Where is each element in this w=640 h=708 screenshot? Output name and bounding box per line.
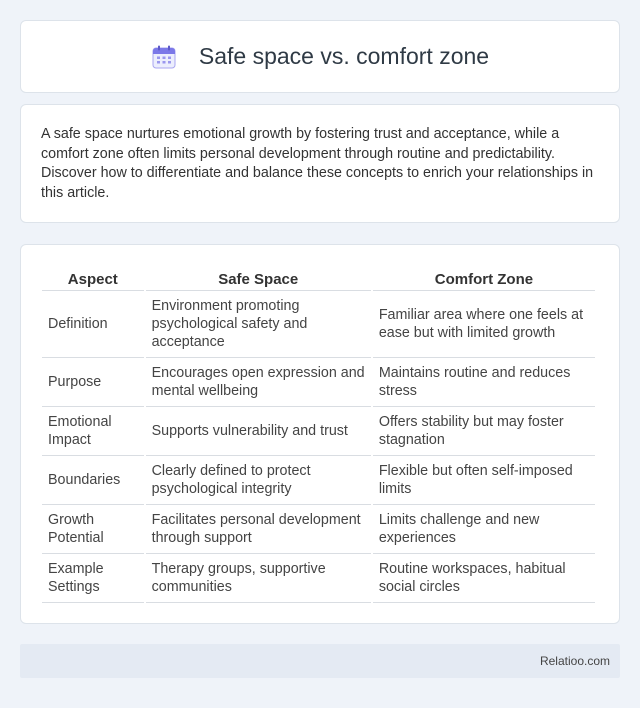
title-card [20, 20, 620, 93]
row-safe-space: Supports vulnerability and trust [146, 407, 371, 456]
footer [20, 644, 620, 678]
intro-text: A safe space nurtures emotional growth by fostering trust and acceptance, while a comfort zone often limits personal development through routine and predictability. Discover how to differentiate and balance these concepts to enrich your relationships in this article. [41, 126, 594, 201]
table-row [42, 505, 595, 554]
row-aspect: Emotional Impact [42, 407, 144, 456]
row-safe-space: Facilitates personal development through support [146, 505, 371, 554]
row-comfort-zone: Flexible but often self-imposed limits [373, 456, 595, 505]
row-safe-space: Therapy groups, supportive communities [146, 554, 371, 603]
page-title: Safe space vs. comfort zone [198, 43, 490, 69]
footer-brand: Relatioo.com [539, 654, 610, 668]
row-aspect: Boundaries [42, 456, 144, 505]
row-safe-space: Encourages open expression and mental wellbeing [146, 358, 371, 407]
table-row [42, 554, 595, 603]
row-aspect: Purpose [42, 358, 144, 407]
row-comfort-zone: Maintains routine and reduces stress [373, 358, 595, 407]
row-aspect: Definition [42, 291, 144, 358]
calendar-icon [151, 44, 177, 70]
table-row [42, 291, 595, 358]
column-header-comfort-zone: Comfort Zone [373, 265, 595, 291]
intro-card [20, 104, 620, 223]
row-comfort-zone: Routine workspaces, habitual social circles [373, 554, 595, 603]
row-comfort-zone: Limits challenge and new experiences [373, 505, 595, 554]
row-comfort-zone: Offers stability but may foster stagnation [373, 407, 595, 456]
table-row [42, 358, 595, 407]
row-aspect: Growth Potential [42, 505, 144, 554]
column-header-safe-space: Safe Space [146, 265, 371, 291]
row-comfort-zone: Familiar area where one feels at ease but with limited growth [373, 291, 595, 358]
column-header-aspect: Aspect [42, 265, 144, 291]
comparison-card [20, 244, 620, 624]
table-row [42, 456, 595, 505]
table-header-row [42, 265, 595, 291]
row-aspect: Example Settings [42, 554, 144, 603]
table-row [42, 407, 595, 456]
row-safe-space: Clearly defined to protect psychological integrity [146, 456, 371, 505]
comparison-table [40, 265, 597, 603]
row-safe-space: Environment promoting psychological safety and acceptance [146, 291, 371, 358]
